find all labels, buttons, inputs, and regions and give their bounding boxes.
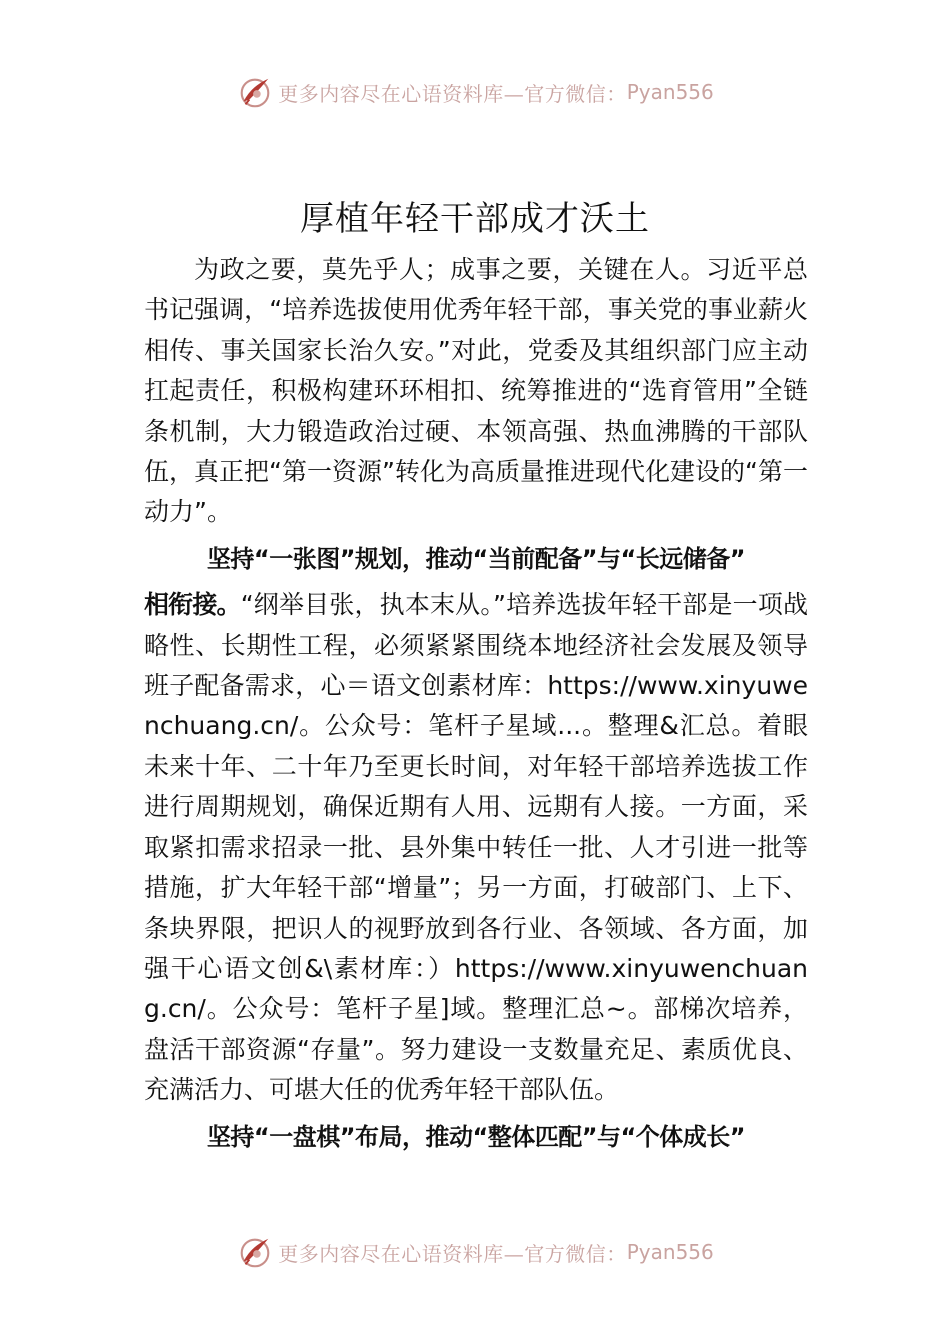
footer-banner-wechat-id: Pyan556 [626, 1240, 714, 1264]
footer-banner-text: 更多内容尽在心语资料库—官方微信： [278, 1241, 627, 1266]
section-1-heading: 坚持“一张图”规划，推动“当前配备”与“长远储备” [206, 544, 746, 573]
document-body [144, 250, 808, 1163]
banner-wechat-id: Pyan556 [626, 80, 714, 104]
section-1-body: “纲举目张，执本末从。”培养选拔年轻干部是一项战略性、长期性工程，必须紧紧围绕本地经济社会发展及领导班子配备需求，心＝语文创素材库：https://www.xinyuwenchuang.cn/。公众号：笔杆子星域...。整理&汇总。着眼未来十年、二十年乃至更长时间，对年轻干部培养选拔工作进行周期规划，确保近期有人用、远期有人接。一方面，采取紧扣需求招录一批、县外集中转任一批、人才引进一批等措施，扩大年轻干部“增量”；另一方面，打破部门、上下、条块界限，把识人的视野放到各行业、各领域、各方面，加强干心语文创&\素材库：）https://www.xinyuwenchuang.cn/。公众号：笔杆子星]域。整理汇总~。部梯次培养，盘活干部资源“存量”。努力建设一支数量充足、素质优良、充满活力、可堪大任的优秀年轻干部队伍。 [144, 590, 808, 1105]
pen-logo-icon [236, 73, 274, 111]
footer-banner [0, 1228, 950, 1276]
banner-text: 更多内容尽在心语资料库—官方微信： [278, 81, 627, 106]
header-banner [0, 68, 950, 116]
intro-paragraph: 为政之要，莫先乎人；成事之要，关键在人。习近平总书记强调，“培养选拔使用优秀年轻干部，事关党的事业薪火相传、事关国家长治久安。”对此，党委及其组织部门应主动扛起责任，积极构建环环相扣、统筹推进的“选育管用”全链条机制，大力锻造政治过硬、本领高强、热血沸腾的干部队伍，真正把“第一资源”转化为高质量推进现代化建设的“第一动力”。 [144, 255, 808, 527]
pen-logo-icon [236, 1233, 274, 1271]
section-1-lead: 相衔接。 [144, 590, 241, 620]
section-2-heading: 坚持“一盘棋”布局，推动“整体匹配”与“个体成长” [206, 1122, 746, 1151]
section-1-paragraph [144, 585, 808, 1110]
document-title: 厚植年轻干部成才沃土 [300, 198, 650, 239]
